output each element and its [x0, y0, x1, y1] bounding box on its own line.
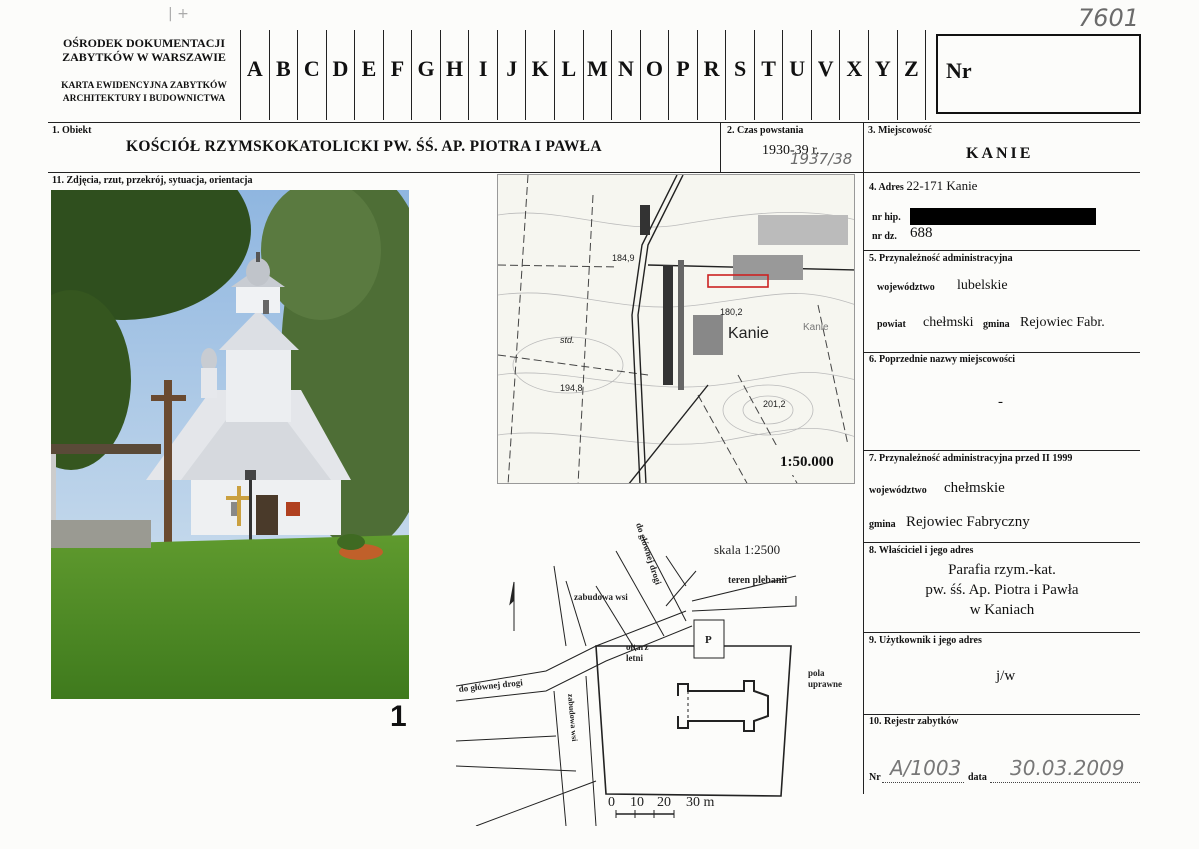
divider	[48, 172, 1140, 173]
index-letter: D	[327, 30, 356, 120]
field-5-label: 5. Przynależność administracyjna	[869, 253, 1013, 264]
field-11-label: 11. Zdjęcia, rzut, przekrój, sytuacja, orientacja	[52, 175, 253, 186]
owner-line-1: Parafia rzym.-kat.	[948, 562, 1056, 578]
site-plan	[456, 516, 856, 826]
plan-road-label: do głównej drogi	[634, 521, 664, 586]
locality: KANIE	[966, 145, 1034, 162]
index-letter: F	[384, 30, 413, 120]
church-photo	[51, 190, 409, 699]
plan-scale-tick: 30 m	[686, 795, 715, 810]
index-letter: I	[469, 30, 498, 120]
index-letter: Y	[869, 30, 898, 120]
index-letter: P	[669, 30, 698, 120]
county-value: chełmski	[923, 315, 974, 330]
issuer-name	[52, 36, 236, 64]
pencil-mark: | +	[168, 6, 189, 22]
index-letter: K	[526, 30, 555, 120]
address: 22-171 Kanie	[906, 178, 978, 193]
plan-scale-tick: 10	[630, 795, 644, 810]
field-3-label: 3. Miejscowość	[868, 125, 932, 136]
index-letter: N	[612, 30, 641, 120]
index-letter: A	[241, 30, 270, 120]
issuer-line-2: ZABYTKÓW W WARSZAWIE	[62, 50, 226, 64]
index-letter: Z	[898, 30, 927, 120]
divider	[864, 250, 1140, 251]
field-7-label: 7. Przynależność administracyjna przed II 1999	[869, 453, 1073, 464]
field-4-label-text: 4. Adres	[869, 182, 904, 193]
redacted-block	[910, 208, 1096, 225]
plan-fields-label: uprawne	[808, 679, 843, 689]
issuer-line-1: OŚRODEK DOKUMENTACJI	[62, 36, 226, 50]
plan-settlement-label: zabudowa wsi	[574, 592, 628, 602]
field-6-label: 6. Poprzednie nazwy miejscowości	[869, 354, 1016, 365]
user: j/w	[996, 668, 1016, 684]
index-letter: X	[840, 30, 869, 120]
object-name: KOŚCIÓŁ RZYMSKOKATOLICKI PW. ŚŚ. AP. PIOTRA I PAWŁA	[126, 138, 602, 155]
index-letter: G	[412, 30, 441, 120]
index-letter: L	[555, 30, 584, 120]
divider	[864, 714, 1140, 715]
divider	[864, 450, 1140, 451]
card-number-label: Nr	[946, 58, 972, 83]
index-letter: V	[812, 30, 841, 120]
divider	[864, 542, 1140, 543]
card-type-line-2: ARCHITEKTURY I BUDOWNICTWA	[62, 94, 226, 104]
map-elevation: 194,8	[560, 383, 583, 393]
map-elevation: 201,2	[763, 399, 786, 409]
card-number-box	[936, 34, 1141, 114]
commune-value: Rejowiec Fabr.	[1020, 315, 1105, 330]
divider	[864, 352, 1140, 353]
construction-date-handwritten: 1937/38	[790, 150, 853, 168]
plan-road-label: do głównej drogi	[458, 677, 524, 694]
construction-date: 1930-39 r.	[762, 143, 820, 158]
plan-fields-label: pola	[808, 668, 825, 678]
map-place-label-small: Kanie	[803, 322, 829, 333]
map-place-label: Kanie	[728, 325, 769, 342]
map-elevation: 180,2	[720, 307, 743, 317]
divider	[720, 122, 721, 172]
nr-dz-label: nr dz.	[872, 231, 897, 242]
owner	[864, 560, 1140, 620]
county-label: powiat	[877, 319, 906, 330]
previous-names: -	[998, 394, 1003, 410]
map-label-std: std.	[560, 335, 575, 345]
field-8-label: 8. Właściciel i jego adres	[869, 545, 974, 556]
index-letter: B	[270, 30, 299, 120]
owner-line-3: w Kaniach	[969, 602, 1035, 618]
index-letter: O	[641, 30, 670, 120]
register-nr-label: Nr	[869, 772, 881, 783]
commune-label: gmina	[983, 319, 1010, 330]
plan-parking-label: P	[705, 634, 712, 646]
plan-scale-tick: 20	[657, 795, 671, 810]
map-scale: 1:50.000	[780, 454, 834, 470]
plan-scale-tick: 0	[608, 795, 615, 810]
field-1-label: 1. Obiekt	[52, 125, 92, 136]
plan-altar-label: letni	[626, 653, 643, 663]
index-letters	[240, 30, 926, 120]
plan-altar-label: ołtarz	[626, 642, 649, 652]
index-letter: M	[584, 30, 613, 120]
handwritten-catalog-number: 7601	[1078, 4, 1140, 32]
voivodeship-value: lubelskie	[957, 278, 1008, 293]
topographic-map	[497, 174, 855, 484]
index-letter: S	[726, 30, 755, 120]
divider	[863, 122, 864, 794]
field-9-label: 9. Użytkownik i jego adres	[869, 635, 982, 646]
parcel-number: 688	[910, 225, 933, 241]
photo-number: 1	[390, 700, 407, 733]
voivodeship-value: chełmskie	[944, 480, 1005, 496]
register-date-label: data	[968, 772, 987, 783]
commune-value: Rejowiec Fabryczny	[906, 514, 1030, 530]
field-4-label	[869, 178, 977, 194]
index-letter: T	[755, 30, 784, 120]
register-date-line	[990, 782, 1140, 783]
register-date-value: 30.03.2009	[1010, 756, 1125, 780]
index-letter: H	[441, 30, 470, 120]
commune-label: gmina	[869, 519, 896, 530]
index-letter: U	[783, 30, 812, 120]
register-nr-value: A/1003	[890, 756, 962, 780]
field-10-label: 10. Rejestr zabytków	[869, 716, 959, 727]
plan-scale-label: skala 1:2500	[714, 542, 781, 557]
voivodeship-label: województwo	[877, 282, 935, 293]
voivodeship-label: województwo	[869, 485, 927, 496]
register-nr-line	[882, 782, 964, 783]
index-letter: R	[698, 30, 727, 120]
index-letter: E	[355, 30, 384, 120]
plan-settlement-label-vertical: zabudowa wsi	[566, 693, 580, 742]
nr-hip-label: nr hip.	[872, 212, 901, 223]
map-elevation: 184,9	[612, 253, 635, 263]
card-type-line-1: KARTA EWIDENCYJNA ZABYTKÓW	[61, 81, 227, 91]
owner-line-2: pw. śś. Ap. Piotra i Pawła	[925, 582, 1079, 598]
field-2-label: 2. Czas powstania	[727, 125, 804, 136]
divider	[48, 122, 1140, 123]
divider	[864, 632, 1140, 633]
index-letter: J	[498, 30, 527, 120]
card-type	[52, 80, 236, 106]
plan-presbytery-label: teren plebanii	[728, 575, 787, 586]
index-letter: C	[298, 30, 327, 120]
